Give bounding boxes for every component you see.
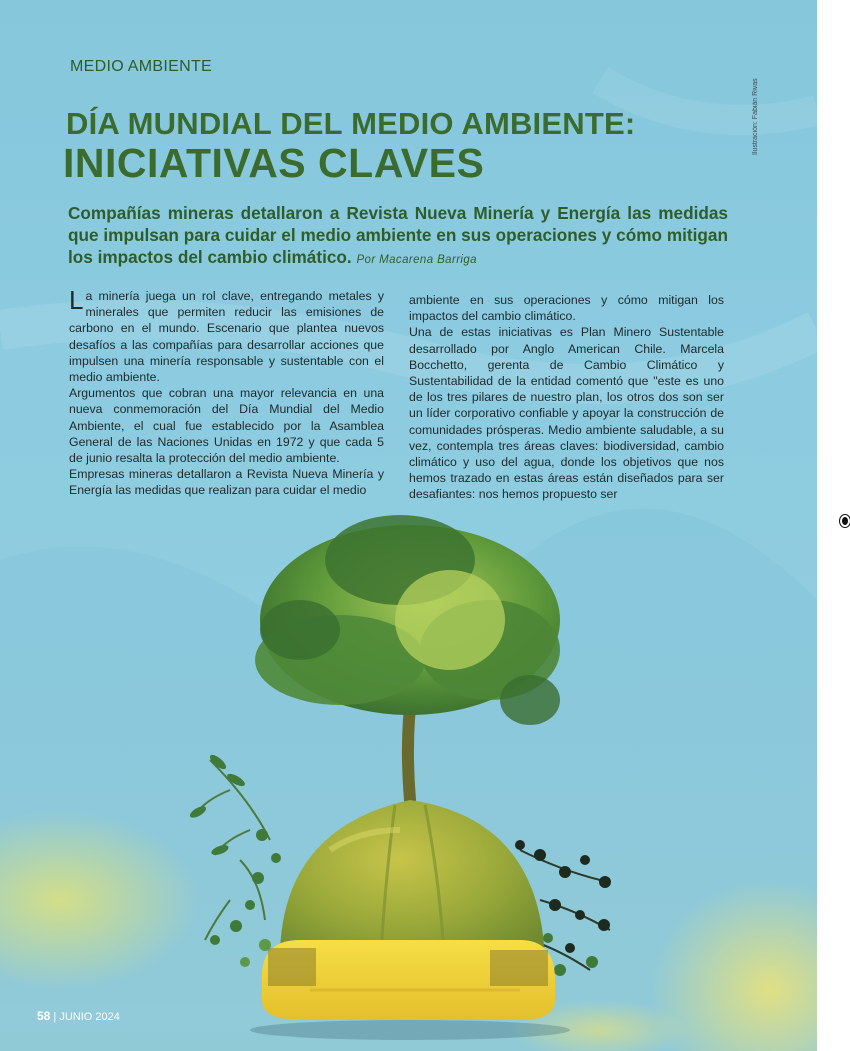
body-paragraph [69,285,384,385]
body-paragraph: ambiente en sus operaciones y cómo mitigan los impactos del cambio climático. [409,293,724,324]
headline-line-1: DÍA MUNDIAL DEL MEDIO AMBIENTE: [66,106,636,141]
tree-helmet-illustration [0,500,817,1051]
lead-text: Compañías mineras detallaron a Revista Nueva Minería y Energía las medidas que impulsan para cuidar el medio ambiente en sus operaciones y cómo mitigan los impactos del cambio climático. [68,203,728,267]
lead-paragraph [68,202,728,271]
left-leaves [188,753,281,967]
issue-date: | JUNIO 2024 [53,1011,120,1023]
page-footer [37,1009,120,1023]
body-paragraph: Argumentos que cobran una mayor relevancia en una nueva conmemoración del Día Mundial del Medio Ambiente, el cual fue establecido por la Asamblea General de las Naciones Unidas en 1972 y que cada 5 de junio resalta la protección del medio ambiente. [69,386,384,466]
left-branches [195,760,270,940]
headline-line-2: INICIATIVAS CLAVES [63,140,485,186]
section-label: MEDIO AMBIENTE [70,58,212,75]
registration-mark-icon [840,515,850,527]
body-column-left [69,285,384,499]
drop-cap: L [69,285,84,315]
page-number: 58 [37,1009,51,1023]
illustration-credit: Ilustración: Fabián Rivas [752,78,759,155]
byline: Por Macarena Barriga [356,254,477,266]
body-paragraph: Una de estas iniciativas es Plan Minero Sustentable desarrollado por Anglo American Chile. Marcela Bocchetto, gerenta de Cambio Climático y Sustentabilidad de la entidad comentó que "este es uno de los tres pilares de nuestro plan, los otros dos son ser un líder corporativo confiable y apoyar la construcción de comunidades prósperas. Medio ambiente saludable, a su vez, contempla tres áreas claves: biodiversidad, cambio climático y uso del agua, donde los objetivos que nos hemos trazado en estas áreas están diseñados para ser desafiantes: nos hemos propuesto ser [409,325,724,502]
tree-canopy [255,515,560,725]
body-text: a minería juega un rol clave, entregando metales y minerales que permiten reducir las emisiones de carbono en el mundo. Escenario que plantea nuevos desafíos a las compañías para desarrollar acciones que impulsen una minería responsable y sustentable con el medio ambiente. [69,289,384,385]
body-column-right [409,292,724,503]
body-paragraph: Empresas mineras detallaron a Revista Nueva Minería y Energía las medidas que realizan para cuidar el medio [69,467,384,498]
